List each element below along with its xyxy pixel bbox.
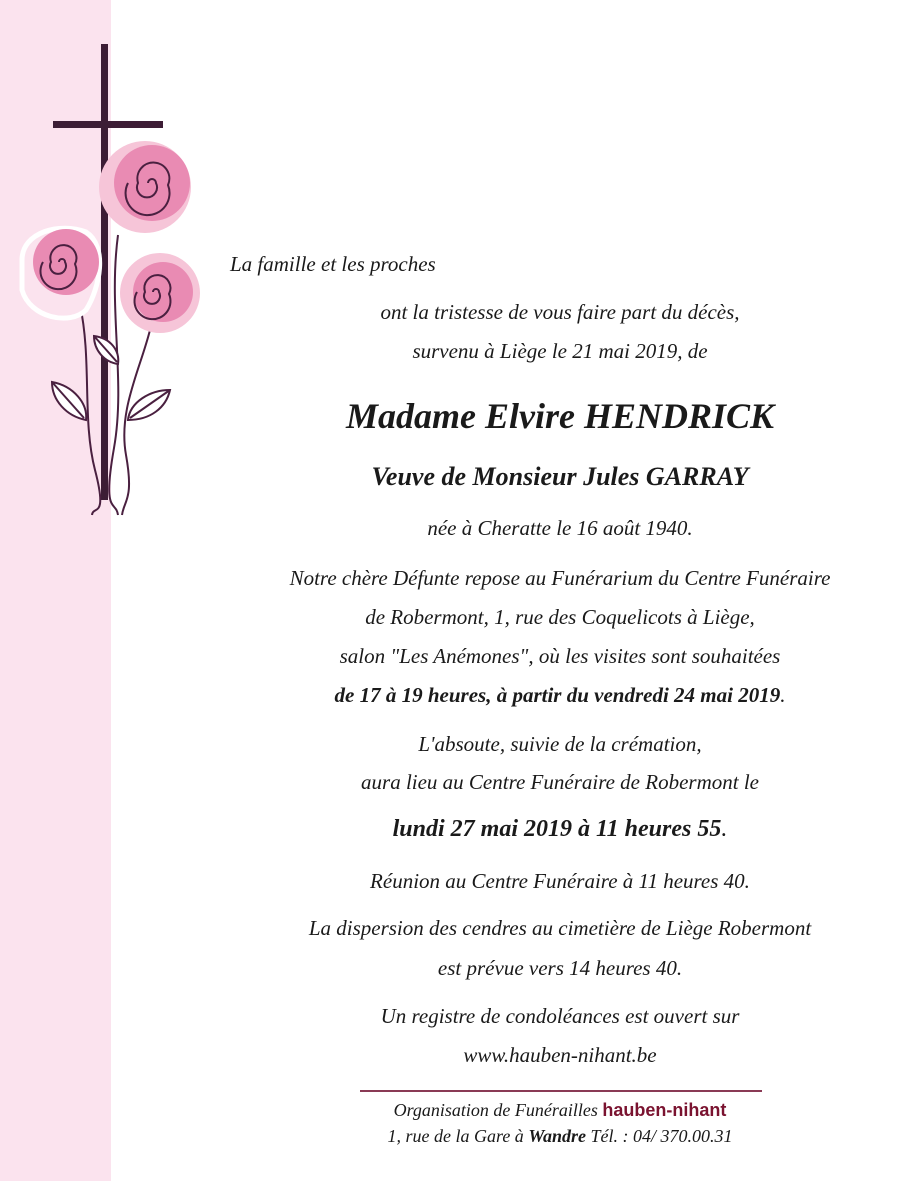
- footer-org-prefix: Organisation de Funérailles: [393, 1100, 598, 1120]
- ceremony-date-text: lundi 27 mai 2019 à 11 heures 55: [392, 816, 722, 842]
- intro-family: La famille et les proches: [230, 252, 436, 276]
- intro-line-2: survenu à Liège le 21 mai 2019, de: [412, 339, 708, 363]
- footer-divider: [360, 1090, 762, 1092]
- register-url: www.hauben-nihant.be: [463, 1043, 657, 1067]
- dispersion-line-1: La dispersion des cendres au cimetière de Liège Robermont: [308, 916, 812, 940]
- visitation-line-3: salon "Les Anémones", où les visites sont souhaitées: [339, 644, 781, 668]
- footer-address: [101, 1126, 918, 1147]
- footer-address-prefix: 1, rue de la Gare à: [387, 1126, 524, 1146]
- register-line-1: Un registre de condoléances est ouvert sur: [380, 1004, 740, 1028]
- dispersion-line-2: est prévue vers 14 heures 40.: [437, 956, 683, 980]
- birth-info: née à Cheratte le 16 août 1940.: [427, 516, 693, 540]
- rose-icon: [99, 141, 191, 233]
- ceremony-line-2: aura lieu au Centre Funéraire de Robermont le: [361, 770, 759, 794]
- leaf-icon: [52, 382, 86, 420]
- visitation-line-2: de Robermont, 1, rue des Coquelicots à Liège,: [365, 605, 755, 629]
- brand-logo: hauben-nihant: [602, 1100, 727, 1120]
- footer-organisation: [101, 1100, 918, 1121]
- visitation-line-1: Notre chère Défunte repose au Funérarium du Centre Funéraire: [289, 566, 831, 590]
- cross-and-roses-illustration: [0, 0, 215, 530]
- deceased-name: Madame Elvire HENDRICK: [345, 396, 775, 436]
- ceremony-date-end: .: [721, 816, 728, 842]
- intro-line-1: ont la tristesse de vous faire part du décès,: [380, 300, 740, 324]
- meeting-info: Réunion au Centre Funéraire à 11 heures 40.: [370, 869, 750, 893]
- visitation-hours-text: de 17 à 19 heures, à partir du vendredi 24 mai 2019: [334, 683, 781, 707]
- visitation-hours-end: .: [780, 683, 786, 707]
- ceremony-line-1: L'absoute, suivie de la crémation,: [418, 732, 702, 756]
- ceremony-date: [101, 816, 918, 843]
- footer-phone: Tél. : 04/ 370.00.31: [590, 1126, 733, 1146]
- footer-town: Wandre: [528, 1126, 586, 1146]
- rose-icon: [22, 228, 100, 318]
- widow-of: Veuve de Monsieur Jules GARRAY: [371, 462, 749, 491]
- visitation-hours: [101, 683, 918, 708]
